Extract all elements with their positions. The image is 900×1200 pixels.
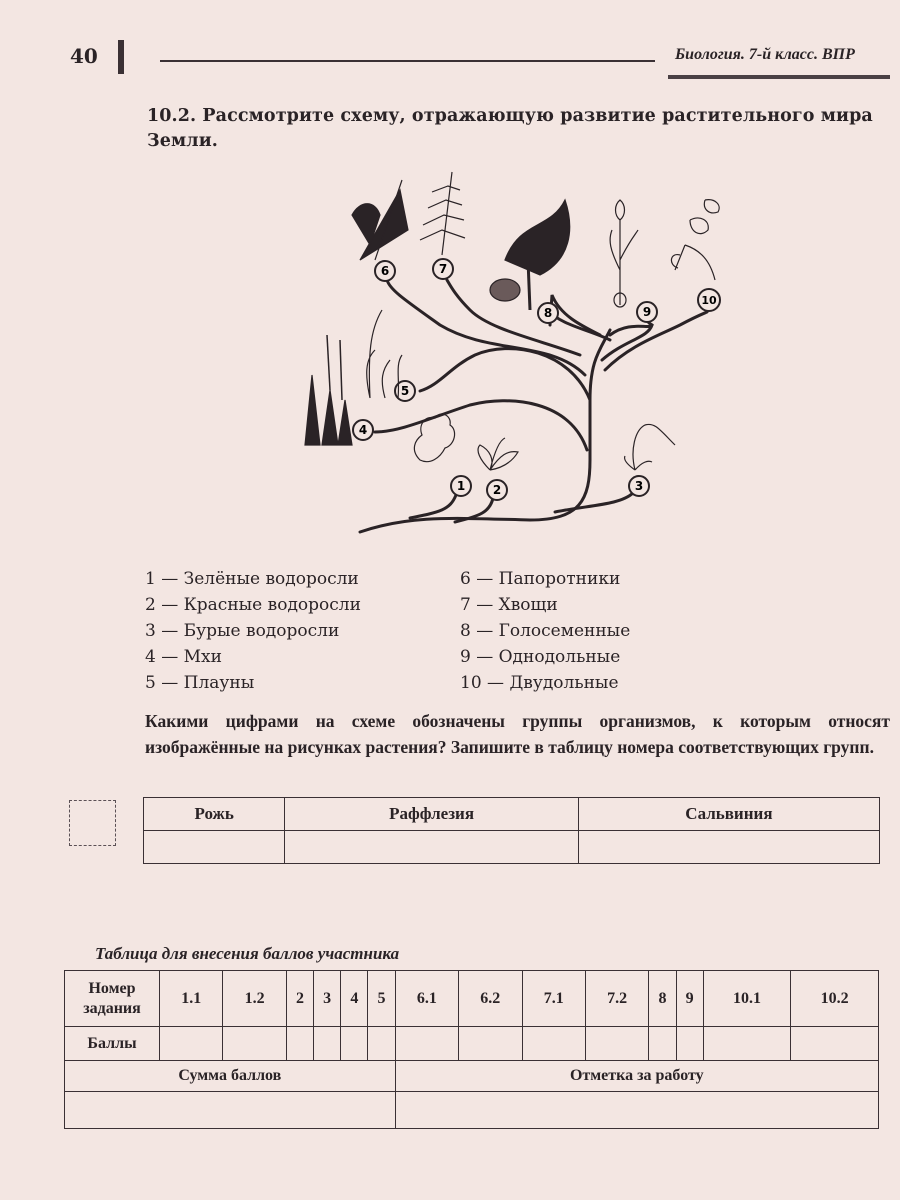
pine-illustration [490, 200, 570, 310]
points-cell[interactable] [522, 1027, 585, 1061]
score-table-caption: Таблица для внесения баллов участника [95, 944, 400, 963]
points-cell[interactable] [286, 1027, 313, 1061]
points-cell[interactable] [791, 1027, 879, 1061]
svg-text:8: 8 [543, 306, 553, 320]
question-text: Какими цифрами на схеме обозначены группы организмов, к которым относят изображённые на рисунках растения? Запишите в таблицу номера соответствующих групп. [145, 711, 890, 757]
task-number: 8 [649, 971, 676, 1027]
diagram-label-2 [487, 480, 507, 500]
task-number: 7.1 [522, 971, 585, 1027]
mark-value-cell[interactable] [395, 1092, 878, 1129]
task-number: 9 [676, 971, 703, 1027]
red-algae-illustration [478, 438, 518, 470]
task-number: 1.2 [223, 971, 286, 1027]
diagram-label-4 [353, 420, 373, 440]
task-number: 10.2 [791, 971, 879, 1027]
points-cell[interactable] [368, 1027, 395, 1061]
legend-item-8: 8 — Голосеменные [460, 621, 631, 641]
mark-label: Отметка за работу [395, 1061, 878, 1092]
svg-text:5: 5 [400, 384, 410, 398]
diagram-label-1 [451, 476, 471, 496]
legend-item-2: 2 — Красные водоросли [145, 595, 361, 615]
legend-item-3: 3 — Бурые водоросли [145, 621, 340, 641]
answer-cell-rye[interactable] [144, 831, 285, 864]
fern-illustration [352, 180, 408, 260]
svg-text:9: 9 [642, 305, 652, 319]
points-cell[interactable] [459, 1027, 522, 1061]
task-number: 5 [368, 971, 395, 1027]
diagram-label-9 [637, 302, 657, 322]
answer-cell-rafflesia[interactable] [285, 831, 578, 864]
legend-column-2 [460, 566, 630, 696]
horsetail-illustration [420, 172, 465, 255]
task-number: 3 [314, 971, 341, 1027]
svg-text:2: 2 [492, 483, 502, 497]
brown-algae-illustration [625, 424, 675, 470]
running-title-rule [668, 75, 890, 79]
legend-item-4: 4 — Мхи [145, 647, 222, 667]
task-number: 7.2 [585, 971, 648, 1027]
answer-cell-salvinia[interactable] [578, 831, 879, 864]
points-cell[interactable] [585, 1027, 648, 1061]
legend-item-1: 1 — Зелёные водоросли [145, 569, 359, 589]
diagram-label-3 [629, 476, 649, 496]
points-cell[interactable] [676, 1027, 703, 1061]
answer-header-rafflesia: Раффлезия [285, 798, 578, 831]
sum-label: Сумма баллов [65, 1061, 396, 1092]
score-box[interactable] [69, 800, 116, 846]
legend-item-6: 6 — Папоротники [460, 569, 621, 589]
moss-illustration [305, 335, 352, 445]
svg-text:1: 1 [456, 479, 466, 493]
running-title: Биология. 7-й класс. ВПР [675, 46, 855, 63]
answer-table [143, 797, 880, 864]
points-cell[interactable] [395, 1027, 458, 1061]
diagram-label-7 [433, 259, 453, 279]
score-table [64, 970, 879, 1129]
answer-header-rye: Рожь [144, 798, 285, 831]
plant-evolution-diagram [290, 160, 740, 550]
legend-item-5: 5 — Плауны [145, 673, 255, 693]
svg-text:7: 7 [438, 262, 448, 276]
task-number: 6.2 [459, 971, 522, 1027]
task-number: 10.1 [703, 971, 791, 1027]
legend-item-9: 9 — Однодольные [460, 647, 621, 667]
points-cell[interactable] [649, 1027, 676, 1061]
legend-column-1 [145, 566, 361, 696]
diagram-label-10 [698, 289, 720, 311]
points-cell[interactable] [341, 1027, 368, 1061]
task-number: 6.1 [395, 971, 458, 1027]
diagram-label-8 [538, 303, 558, 323]
sum-value-cell[interactable] [65, 1092, 396, 1129]
answer-header-salvinia: Сальвиния [578, 798, 879, 831]
header-rule [160, 60, 655, 62]
svg-text:6: 6 [380, 264, 390, 278]
legend-item-10: 10 — Двудольные [460, 673, 619, 693]
task-number: 2 [286, 971, 313, 1027]
legend-item-7: 7 — Хвощи [460, 595, 558, 615]
task-number-label: Номер задания [65, 971, 160, 1027]
page-number: 40 [70, 44, 98, 68]
svg-text:3: 3 [634, 479, 644, 493]
diagram-label-6 [375, 261, 395, 281]
points-cell[interactable] [223, 1027, 286, 1061]
svg-text:10: 10 [701, 294, 717, 307]
points-label: Баллы [65, 1027, 160, 1061]
dicot-illustration [671, 200, 719, 280]
monocot-illustration [610, 200, 638, 307]
points-cell[interactable] [160, 1027, 223, 1061]
points-cell[interactable] [314, 1027, 341, 1061]
page-number-bar [118, 40, 124, 74]
points-cell[interactable] [703, 1027, 791, 1061]
task-number: 4 [341, 971, 368, 1027]
svg-text:4: 4 [358, 423, 368, 437]
task-number: 1.1 [160, 971, 223, 1027]
task-title: 10.2. Рассмотрите схему, отражающую развитие растительного мира Земли. [147, 106, 873, 151]
